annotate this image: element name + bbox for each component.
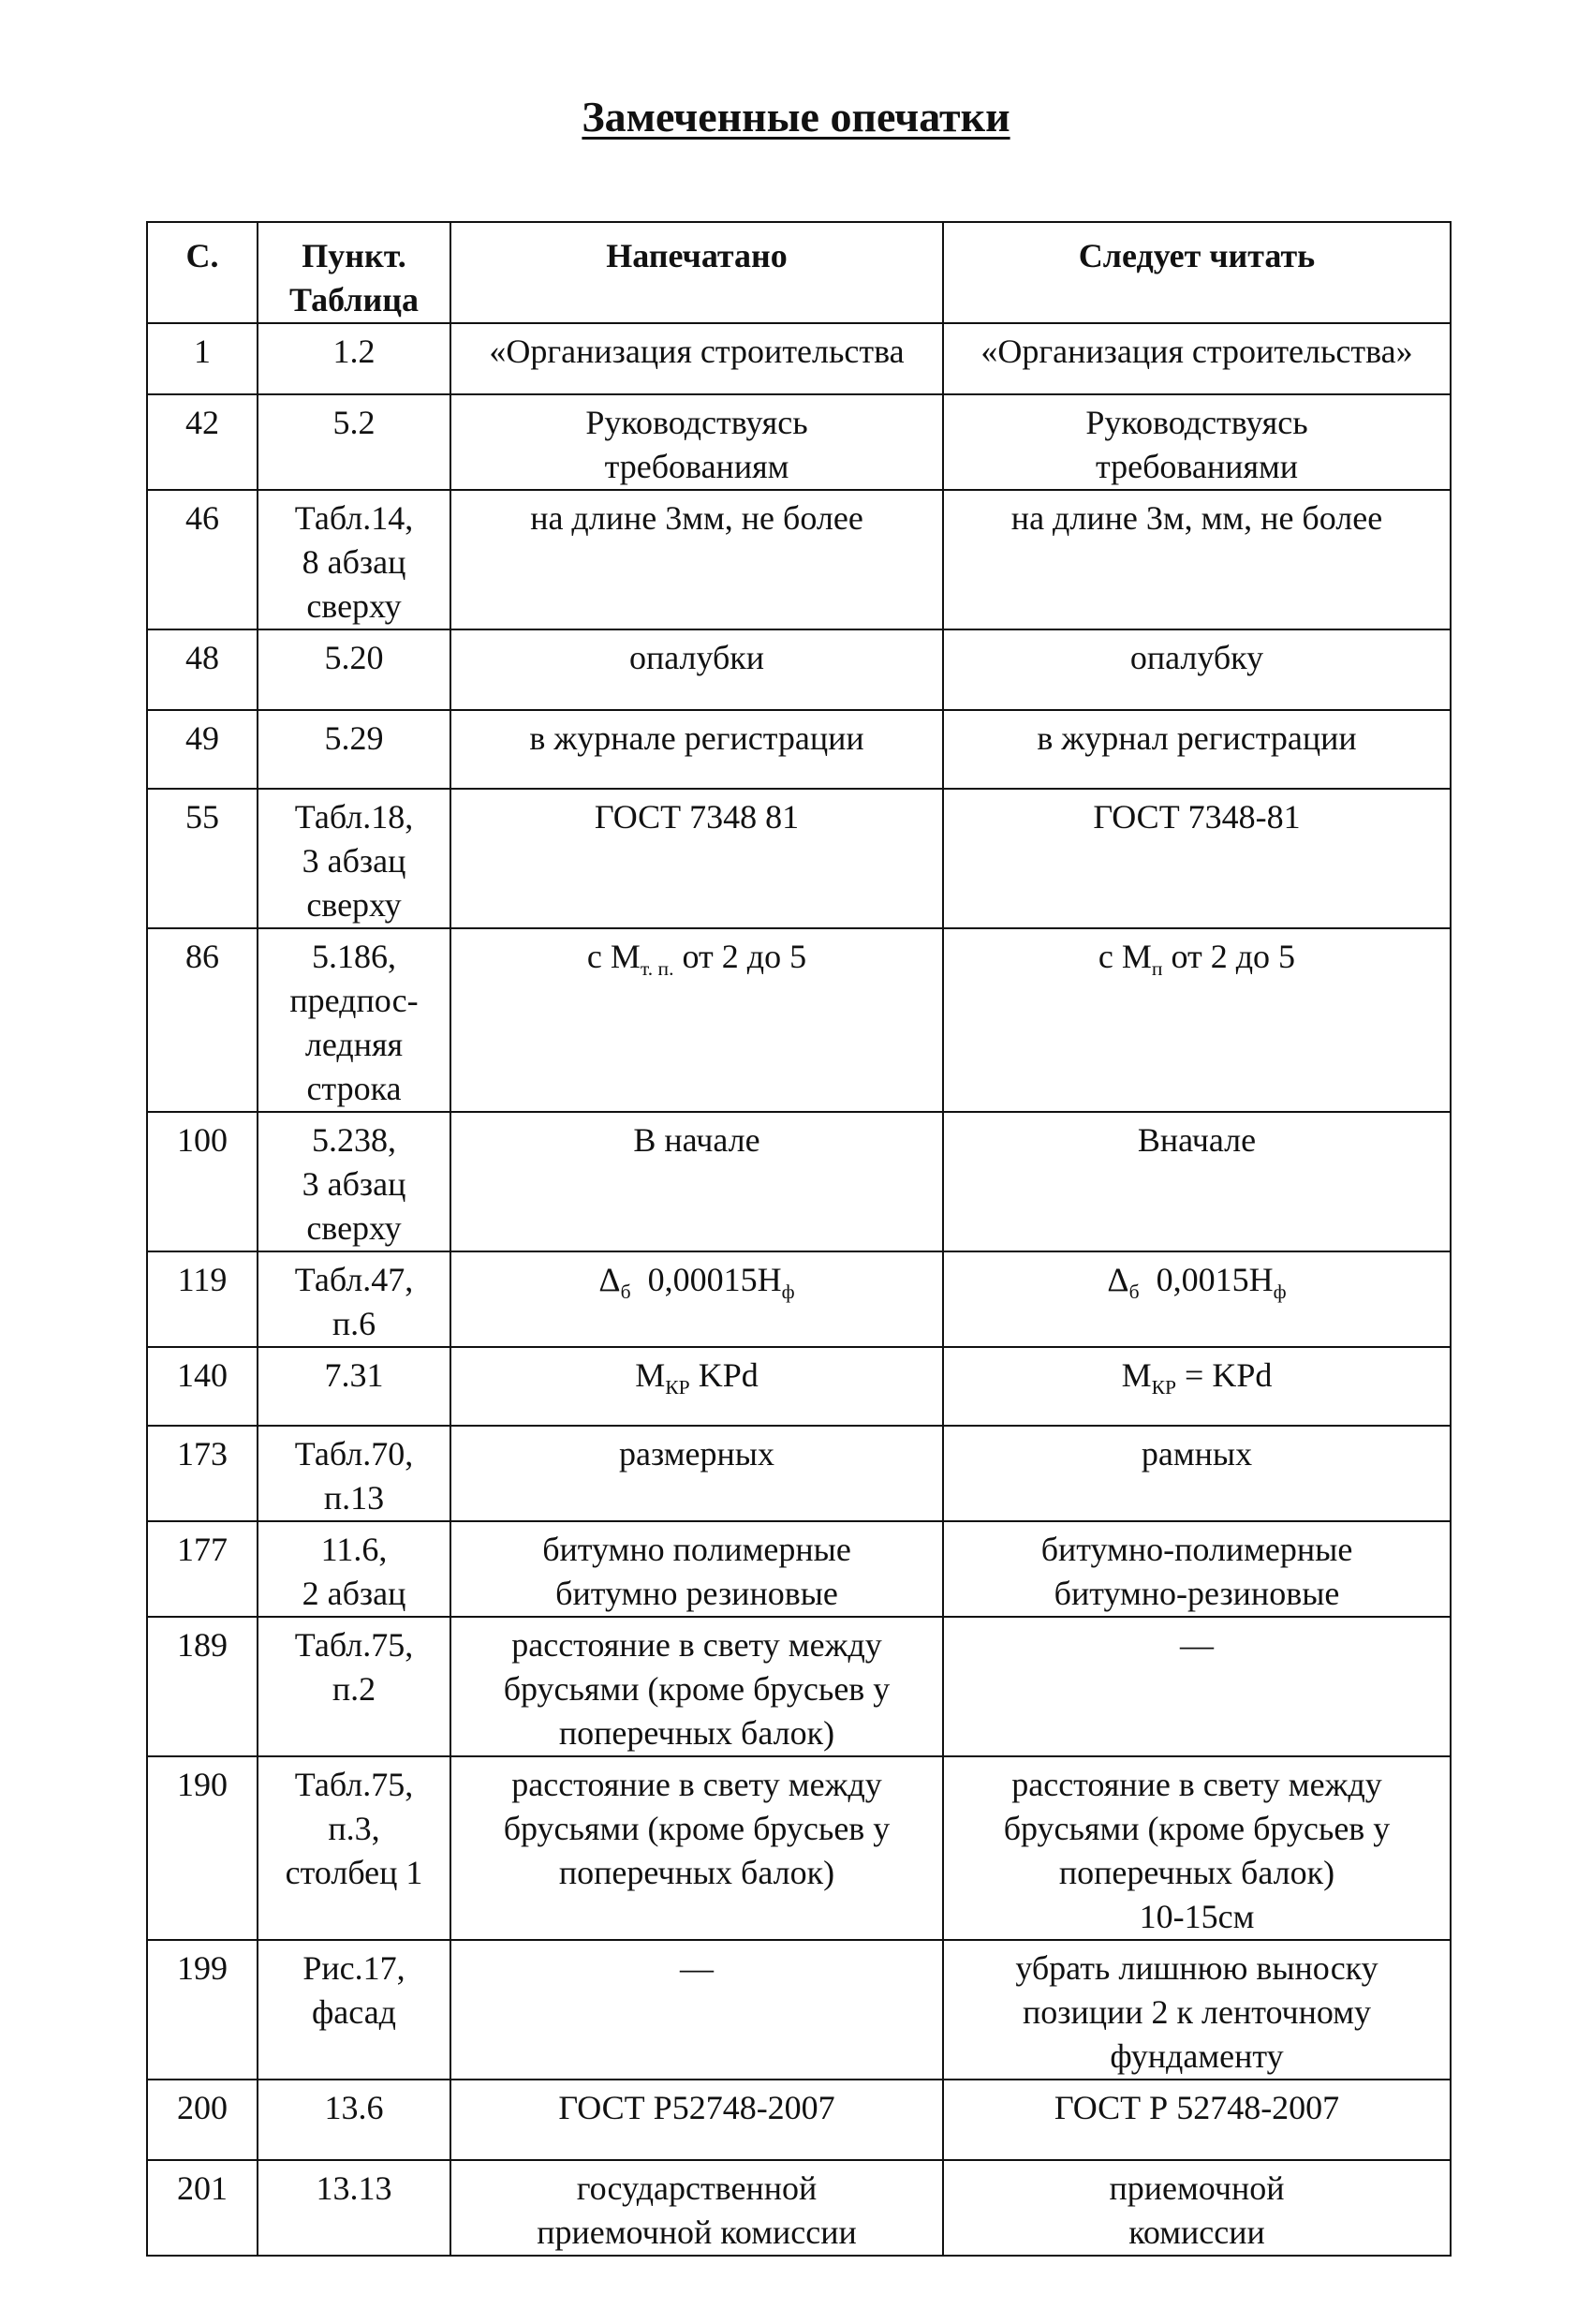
cell-correct <box>943 928 1451 1112</box>
cell-printed: «Организация строительства <box>450 323 943 394</box>
cell-correct: рамных <box>943 1426 1451 1521</box>
correct-text: с М <box>1098 938 1152 975</box>
table-row <box>147 394 1451 490</box>
printed-subscript: т. п. <box>640 957 674 981</box>
cell-printed: расстояние в свету между брусьями (кроме брусьев у поперечных балок) <box>450 1617 943 1756</box>
cell-page: 199 <box>147 1940 258 2080</box>
cell-item: 5.2 <box>258 394 450 490</box>
cell-page: 100 <box>147 1112 258 1251</box>
cell-printed: Руководствуясь требованиям <box>450 394 943 490</box>
printed-text: М <box>635 1356 666 1394</box>
cell-correct: на длине 3м, мм, не более <box>943 490 1451 629</box>
cell-page: 177 <box>147 1521 258 1617</box>
cell-item: 5.238, 3 абзац сверху <box>258 1112 450 1251</box>
cell-printed: государственной приемочной комиссии <box>450 2160 943 2256</box>
cell-correct: убрать лишнюю выноску позиции 2 к ленточному фундаменту <box>943 1940 1451 2080</box>
cell-item: Табл.70, п.13 <box>258 1426 450 1521</box>
printed-subscript: б <box>620 1280 631 1304</box>
correct-text: М <box>1121 1356 1152 1394</box>
cell-item: Табл.75, п.2 <box>258 1617 450 1756</box>
cell-item: Табл.75, п.3, столбец 1 <box>258 1756 450 1940</box>
table-row <box>147 710 1451 789</box>
cell-correct: опалубку <box>943 629 1451 710</box>
table-row <box>147 1426 1451 1521</box>
cell-item: 11.6, 2 абзац <box>258 1521 450 1617</box>
cell-printed: на длине 3мм, не более <box>450 490 943 629</box>
cell-page: 189 <box>147 1617 258 1756</box>
cell-page: 46 <box>147 490 258 629</box>
cell-page: 140 <box>147 1347 258 1426</box>
cell-page: 55 <box>147 789 258 928</box>
cell-printed <box>450 1251 943 1347</box>
cell-item: Табл.14, 8 абзац сверху <box>258 490 450 629</box>
cell-correct <box>943 1251 1451 1347</box>
page-title: Замеченные опечатки <box>582 93 1010 141</box>
printed-text: Δ <box>598 1261 621 1298</box>
header-correct: Следует читать <box>943 222 1451 323</box>
table-row <box>147 2080 1451 2160</box>
header-printed: Напечатано <box>450 222 943 323</box>
table-row <box>147 323 1451 394</box>
cell-correct: приемочной комиссии <box>943 2160 1451 2256</box>
correct-subscript: КР <box>1151 1376 1177 1399</box>
table-row <box>147 629 1451 710</box>
table-row <box>147 1617 1451 1756</box>
cell-printed: В начале <box>450 1112 943 1251</box>
cell-printed: — <box>450 1940 943 2080</box>
correct-text: Δ <box>1107 1261 1129 1298</box>
table-row <box>147 1521 1451 1617</box>
cell-printed: опалубки <box>450 629 943 710</box>
cell-correct: битумно-полимерные битумно-резиновые <box>943 1521 1451 1617</box>
cell-item: 1.2 <box>258 323 450 394</box>
cell-item: Табл.47, п.6 <box>258 1251 450 1347</box>
cell-item: Табл.18, 3 абзац сверху <box>258 789 450 928</box>
correct-text: = KPd <box>1176 1356 1273 1394</box>
correct-subscript: п <box>1151 957 1163 981</box>
cell-correct: «Организация строительства» <box>943 323 1451 394</box>
correct-text: 0,0015Н <box>1139 1261 1274 1298</box>
cell-correct: — <box>943 1617 1451 1756</box>
cell-item: 5.186, предпос- ледняя строка <box>258 928 450 1112</box>
printed-text: от 2 до 5 <box>673 938 807 975</box>
cell-printed <box>450 928 943 1112</box>
table-row <box>147 1347 1451 1426</box>
table-row <box>147 1112 1451 1251</box>
cell-correct: ГОСТ Р 52748-2007 <box>943 2080 1451 2160</box>
printed-subscript: ф <box>781 1280 795 1304</box>
printed-text: KPd <box>689 1356 759 1394</box>
cell-page: 49 <box>147 710 258 789</box>
cell-correct: расстояние в свету между брусьями (кроме брусьев у поперечных балок) 10-15см <box>943 1756 1451 1940</box>
cell-item: Рис.17, фасад <box>258 1940 450 2080</box>
cell-correct: в журнал регистрации <box>943 710 1451 789</box>
correct-subscript: ф <box>1273 1280 1287 1304</box>
table-row <box>147 1940 1451 2080</box>
cell-item: 5.29 <box>258 710 450 789</box>
cell-printed: в журнале регистрации <box>450 710 943 789</box>
header-page: С. <box>147 222 258 323</box>
cell-page: 200 <box>147 2080 258 2160</box>
cell-page: 1 <box>147 323 258 394</box>
correct-subscript: б <box>1128 1280 1140 1304</box>
printed-subscript: КР <box>665 1376 690 1399</box>
cell-printed: размерных <box>450 1426 943 1521</box>
table-row <box>147 490 1451 629</box>
cell-correct: Руководствуясь требованиями <box>943 394 1451 490</box>
header-item: Пункт. Таблица <box>258 222 450 323</box>
cell-correct: ГОСТ 7348-81 <box>943 789 1451 928</box>
table-row <box>147 1756 1451 1940</box>
cell-page: 201 <box>147 2160 258 2256</box>
cell-page: 119 <box>147 1251 258 1347</box>
cell-correct: Вначале <box>943 1112 1451 1251</box>
table-row <box>147 789 1451 928</box>
cell-printed: ГОСТ Р52748-2007 <box>450 2080 943 2160</box>
correct-text: от 2 до 5 <box>1162 938 1296 975</box>
cell-printed: расстояние в свету между брусьями (кроме брусьев у поперечных балок) <box>450 1756 943 1940</box>
table-row <box>147 928 1451 1112</box>
cell-item: 13.6 <box>258 2080 450 2160</box>
table-row <box>147 2160 1451 2256</box>
cell-item: 13.13 <box>258 2160 450 2256</box>
cell-printed: битумно полимерные битумно резиновые <box>450 1521 943 1617</box>
cell-item: 5.20 <box>258 629 450 710</box>
cell-item: 7.31 <box>258 1347 450 1426</box>
table-row <box>147 1251 1451 1347</box>
cell-printed <box>450 1347 943 1426</box>
cell-printed: ГОСТ 7348 81 <box>450 789 943 928</box>
cell-correct <box>943 1347 1451 1426</box>
errata-table <box>146 221 1452 2257</box>
cell-page: 48 <box>147 629 258 710</box>
cell-page: 190 <box>147 1756 258 1940</box>
cell-page: 42 <box>147 394 258 490</box>
printed-text: с М <box>586 938 641 975</box>
cell-page: 86 <box>147 928 258 1112</box>
header-row <box>147 222 1451 323</box>
printed-text: 0,00015Н <box>630 1261 782 1298</box>
cell-page: 173 <box>147 1426 258 1521</box>
